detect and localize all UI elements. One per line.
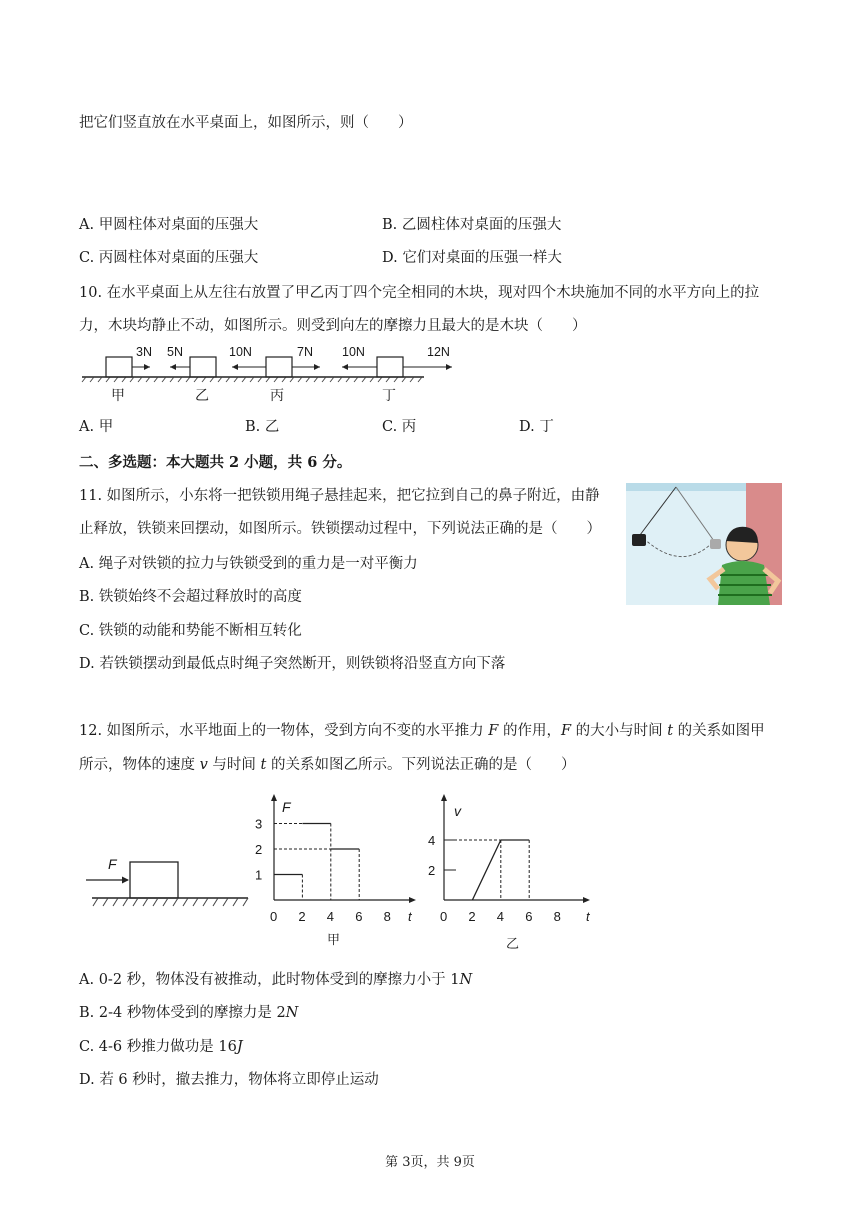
x-tick-label: 2 xyxy=(468,909,476,924)
y-axis-label: v xyxy=(454,803,461,819)
q11-option-a: A. 绳子对铁锁的拉力与铁锁受到的重力是一对平衡力 xyxy=(79,556,418,572)
page-footer: 第 3页，共 9页 xyxy=(385,1155,475,1170)
block-jia xyxy=(106,357,132,377)
lock-icon xyxy=(632,534,646,546)
q11-option-c: C. 铁锁的动能和势能不断相互转化 xyxy=(79,623,302,639)
x-tick-label: 0 xyxy=(270,909,278,924)
q11-option-b: B. 铁锁始终不会超过释放时的高度 xyxy=(79,589,302,605)
q9-option-d: D. 它们对桌面的压强一样大 xyxy=(382,250,562,266)
q9-option-c: C. 丙圆柱体对桌面的压强大 xyxy=(79,250,259,266)
q10-option-c: C. 丙 xyxy=(382,419,417,435)
x-tick-label: 2 xyxy=(298,909,306,924)
block-bing xyxy=(266,357,292,377)
q12-option-b: B. 2-4 秒物体受到的摩擦力是 2N xyxy=(79,1005,299,1021)
force-label: 10N xyxy=(229,345,252,359)
force-label: 7N xyxy=(297,345,313,359)
graph-jia xyxy=(250,790,425,952)
velocity-segment xyxy=(472,840,500,900)
y-tick-label: 2 xyxy=(428,863,436,878)
q9-option-a: A. 甲圆柱体对桌面的压强大 xyxy=(79,217,259,233)
q10-stem-line2: 力，木块均静止不动，如图所示。则受到向左的摩擦力且最大的是木块（ ） xyxy=(79,318,587,334)
x-tick-label: 6 xyxy=(355,909,363,924)
q12-option-c: C. 4-6 秒推力做功是 16J xyxy=(79,1039,243,1055)
y-tick-label: 4 xyxy=(428,833,436,848)
q12-stem-line2: 所示，物体的速度 v 与时间 t 的关系如图乙所示。下列说法正确的是（ ） xyxy=(79,757,576,773)
x-tick-label: 8 xyxy=(553,909,561,924)
y-tick-label: 2 xyxy=(255,842,263,857)
force-label: 12N xyxy=(427,345,450,359)
x-tick-label: 8 xyxy=(383,909,391,924)
q11-stem-line2: 止释放，铁锁来回摆动，如图所示。铁锁摆动过程中，下列说法正确的是（ ） xyxy=(79,521,601,537)
pendulum-illustration xyxy=(626,483,782,605)
force-label: 10N xyxy=(342,345,365,359)
x-tick-label: 4 xyxy=(326,909,335,924)
y-axis-label: F xyxy=(282,799,291,815)
x-tick-label: 4 xyxy=(496,909,505,924)
block-label: 丁 xyxy=(382,388,396,404)
q10-figure xyxy=(78,340,458,410)
q10-option-b: B. 乙 xyxy=(245,419,280,435)
force-label: 5N xyxy=(167,345,183,359)
block-label: 甲 xyxy=(111,388,125,404)
q12-stem-line1: 12. 如图所示，水平地面上的一物体，受到方向不变的水平推力 F 的作用，F 的大小与时间 t 的关系如图甲 xyxy=(79,723,765,739)
q10-option-d: D. 丁 xyxy=(519,419,554,435)
x-tick-label: 6 xyxy=(525,909,533,924)
y-tick-label: 3 xyxy=(255,816,263,832)
q12-option-a: A. 0-2 秒，物体没有被推动，此时物体受到的摩擦力小于 1N xyxy=(79,972,473,988)
q10-option-a: A. 甲 xyxy=(79,419,114,435)
q11-option-d: D. 若铁锁摆动到最低点时绳子突然断开，则铁锁将沿竖直方向下落 xyxy=(79,656,506,672)
x-axis-label: t xyxy=(586,909,590,924)
graph-yi xyxy=(420,790,600,952)
block-yi xyxy=(190,357,216,377)
y-tick-label: 1 xyxy=(255,867,263,883)
x-axis-label: t xyxy=(408,909,412,924)
section-heading: 二、多选题：本大题共 2 小题，共 6 分。 xyxy=(79,454,352,471)
force-label: 3N xyxy=(136,345,152,359)
block-label: 乙 xyxy=(195,388,209,404)
q11-stem-line1: 11. 如图所示，小东将一把铁锁用绳子悬挂起来，把它拉到自己的鼻子附近，由静 xyxy=(79,488,600,504)
q9-stem-tail: 把它们竖直放在水平桌面上，如图所示，则（ ） xyxy=(79,115,413,131)
graph-name: 乙 xyxy=(506,937,520,952)
block-ding xyxy=(377,357,403,377)
q12-option-d: D. 若 6 秒时，撤去推力，物体将立即停止运动 xyxy=(79,1072,379,1088)
push-force-label: F xyxy=(108,856,117,872)
q12-block-figure xyxy=(82,852,252,914)
q9-option-b: B. 乙圆柱体对桌面的压强大 xyxy=(382,217,562,233)
graph-name: 甲 xyxy=(327,933,341,948)
x-tick-label: 0 xyxy=(440,909,448,924)
q10-stem-line1: 10. 在水平桌面上从左往右放置了甲乙丙丁四个完全相同的木块，现对四个木块施加不同的水平方向上的拉 xyxy=(79,285,760,301)
pushed-block xyxy=(130,862,178,898)
block-label: 丙 xyxy=(270,388,284,404)
